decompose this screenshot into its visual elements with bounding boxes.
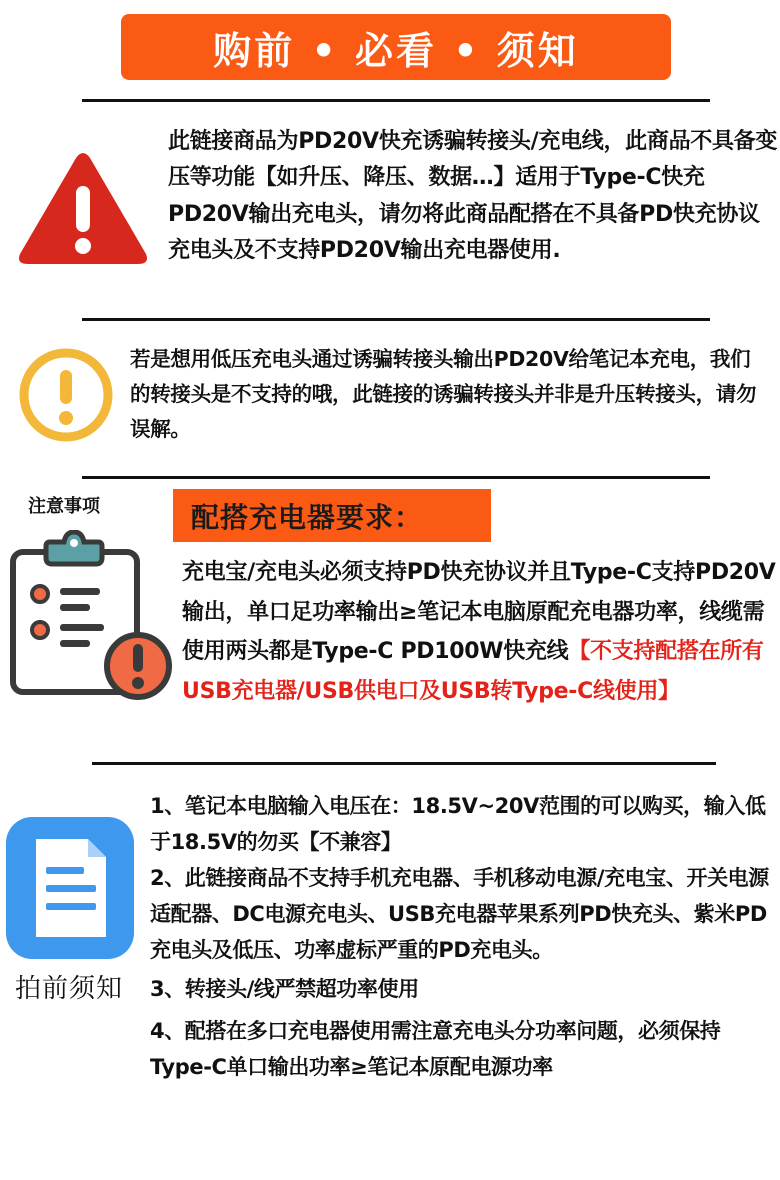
divider-2 xyxy=(82,318,710,321)
list-item: 1、笔记本电脑输入电压在：18.5V~20V范围的可以购买，输入低于18.5V的勿买【不兼容】 xyxy=(150,794,766,854)
list-item: 4、配搭在多口充电器使用需注意充电头分功率问题，必须保持Type-C单口输出功率≥笔记本原配电源功率 xyxy=(150,1019,721,1079)
info-text: 若是想用低压充电头通过诱骗转接头输出PD20V给笔记本充电，我们的转接头是不支持的哦，此链接的诱骗转接头并非是升压转接头，请勿误解。 xyxy=(130,347,757,441)
divider-1 xyxy=(82,99,710,102)
list-item: 2、此链接商品不支持手机充电器、手机移动电源/充电宝、开关电源适配器、DC电源充电头、USB充电器苹果系列PD快充头、紫米PD充电头及低压、功率虚标严重的PD充电头。 xyxy=(150,866,769,962)
requirement-warning: 【不支持配搭在所有USB充电器/USB供电口及USB转Type-C线使用】 xyxy=(182,639,764,704)
divider-4 xyxy=(92,762,716,765)
requirement-heading: 配搭充电器要求： xyxy=(191,500,424,534)
list-item: 3、转接头/线严禁超功率使用 xyxy=(150,977,419,1001)
divider-3 xyxy=(82,476,710,479)
requirement-heading-box xyxy=(173,489,491,542)
title-banner xyxy=(121,14,671,80)
warning-text: 此链接商品为PD20V快充诱骗转接头/充电线，此商品不具备变压等功能【如升压、降压、数据…】适用于Type-C快充PD20V输出充电头，请勿将此商品配搭在不具备PD快充协议充电头及不支持PD20V输出充电器使用. xyxy=(168,129,778,264)
banner-title: 购前 • 必看 • 须知 xyxy=(213,28,579,73)
document-icon xyxy=(6,817,134,959)
pre-purchase-list xyxy=(150,788,780,1085)
notice-label: 注意事项 xyxy=(28,496,100,517)
requirement-body: 充电宝/充电头必须支持PD快充协议并且Type-C支持PD20V输出，单口足功率输出≥笔记本电脑原配充电器功率，线缆需使用两头都是Type-C PD100W快充线 xyxy=(182,560,776,664)
pre-purchase-label: 拍前须知 xyxy=(15,974,124,1004)
exclamation-circle-icon xyxy=(17,346,115,444)
requirement-text xyxy=(182,553,780,711)
clipboard-alert-icon xyxy=(8,530,176,705)
warning-triangle-icon xyxy=(16,150,150,266)
